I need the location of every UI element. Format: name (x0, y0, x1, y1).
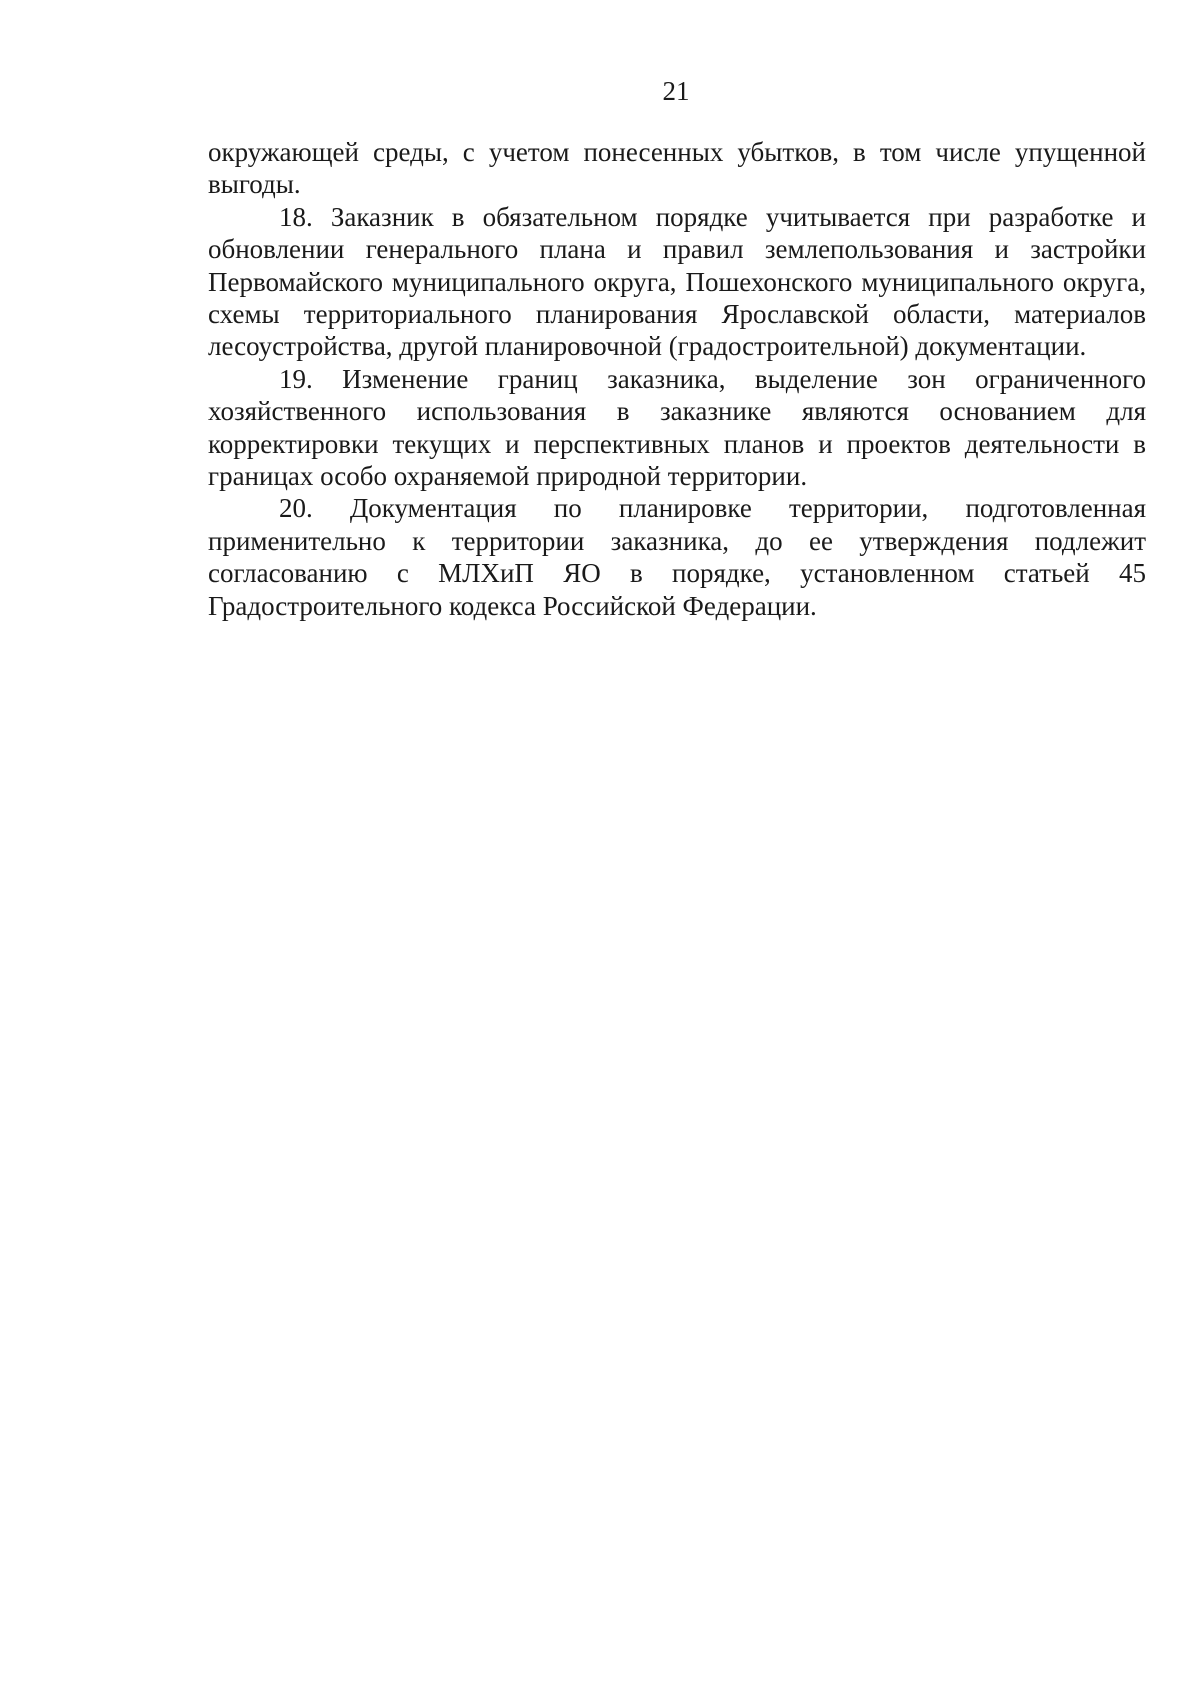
page-number: 21 (662, 76, 690, 106)
paragraph-19: 19. Изменение границ заказника, выделение зон ограниченного хозяйственного использования в заказнике являются основанием для корректировки текущих и перспективных планов и проектов деятельности в границах особо охраняемой природной территории. (208, 363, 1146, 492)
document-body (208, 136, 1146, 622)
paragraph-20: 20. Документация по планировке территории, подготовленная применительно к территории заказника, до ее утверждения подлежит согласованию с МЛХиП ЯО в порядке, установленном статьей 45 Градостроительного кодекса Российской Федерации. (208, 493, 1146, 621)
paragraph-18: 18. Заказник в обязательном порядке учитывается при разработке и обновлении генерального плана и правил землепользования и застройки Первомайского муниципального округа, Пошехонского муниципального округа, схемы территориального планирования Ярославской области, материалов лесоустройства, другой планировочной (градостроительной) документации. (208, 201, 1146, 362)
paragraph-continuation: окружающей среды, с учетом понесенных убытков, в том числе упущенной выгоды. (208, 137, 1146, 200)
